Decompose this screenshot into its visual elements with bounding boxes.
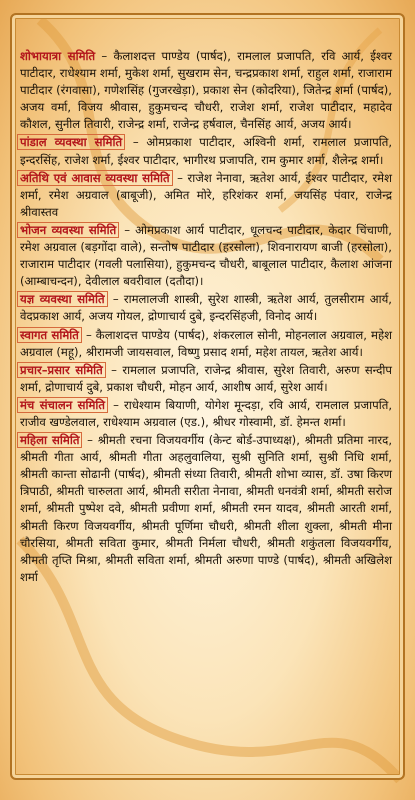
committee-section-guest [20,170,392,221]
committee-section-women [20,432,392,586]
section-members: – ओमप्रकाश पाटीदार, अश्विनी शर्मा, रामलाल प्रजापति, इन्दरसिंह, राजेश शर्मा, ईश्वर पाटीदार, भागीरथ प्रजापति, राम कुमार शर्मा, शैलेन्द्र शर्मा। [20,135,392,167]
committee-list [20,48,392,587]
section-members: – रामलाल प्रजापति, राजेन्द्र श्रीवास, सुरेश तिवारी, अरुण सन्दीप शर्मा, द्रोणाचार्य दुबे, प्रकाश चौधरी, मोहन आर्य, आशीष आर्य, सुरेश आर्य। [20,362,392,394]
committee-section-stage [20,397,392,431]
committee-section-food [20,222,392,290]
committee-section-welcome [20,327,392,361]
section-members: – राजेश नेनावा, ऋतेश आर्य, ईश्वर पाटीदार, रमेश शर्मा, रमेश अग्रवाल (बाबूजी), अमित मोरे, हरिशंकर शर्मा, जयसिंह पंवार, राजेन्द्र श्रीवास्तव [20,170,392,219]
section-heading: स्वागत समिति [17,327,82,343]
section-heading: शोभायात्रा समिति [20,49,96,63]
section-members: – राधेश्याम बियाणी, योगेश मून्दड़ा, रवि आर्य, रामलाल प्रजापति, राजीव खण्डेलवाल, राधेश्याम अग्रवाल (एड.), श्रीधर गोस्वामी, डॉ. हेमन्त शर्मा। [20,397,393,429]
section-members: – कैलाशदत्त पाण्डेय (पार्षद), रामलाल प्रजापति, रवि आर्य, ईश्वर पाटीदार, राधेश्याम शर्मा, मुकेश शर्मा, सुखराम सेन, चन्द्रप्रकाश शर्मा, राहुल शर्मा, राजाराम पाटीदार (रंगवासा), गणेशसिंह (गुजरखेड़ा), प्रकाश सेन (कोदरिया), जितेन्द्र शर्मा (पार्षद), अजय वर्मा, विजय श्रीवास, हुकुमचन्द चौधरी, राजेश शर्मा, राजेश पाटीदार, महादेव कौशल, सुनील तिवारी, राजेन्द्र शर्मा, राजेन्द्र हर्षवाल, चैनसिंह आर्य, अजय आर्य। [20,49,393,132]
section-heading: भोजन व्यवस्था समिति [17,222,119,238]
section-members: – ओमप्रकाश आर्य पाटीदार, धूलचन्द पाटीदार, केदार चिंचाणी, रमेश अग्रवाल (बड़गोंदा वाले), सन्तोष पाटीदार (हरसोला), शिवनारायण बाजी (हरसोला), राजाराम पाटीदार (गवली पलासिया), हुकुमचन्द चौधरी, बाबूलाल पाटीदार, कैलाश आंजना (आम्बाचन्दन), देवीलाल बवरीवाल (दतौदा)। [20,222,392,289]
section-heading: अतिथि एवं आवास व्यवस्था समिति [17,170,173,186]
section-heading: यज्ञ व्यवस्था समिति [17,291,108,307]
section-members: – श्रीमती रचना विजयवर्गीय (केन्ट बोर्ड-उपाध्यक्ष), श्रीमती प्रतिमा नारद, श्रीमती गीता आर्य, श्रीमती गीता अहलुवालिया, सुश्री सुनिति शर्मा, सुश्री निधि शर्मा, श्रीमती कान्ता सोढानी (पार्षद), श्रीमती संध्या तिवारी, श्रीमती शोभा व्यास, डॉ. उषा किरण त्रिपाठी, श्रीमती चारुलता आर्य, श्रीमती सरीता नेनावा, श्रीमती धनवंत्री शर्मा, श्रीमती सरोज शर्मा, श्रीमती पुष्पेश दवे, श्रीमती प्रवीणा शर्मा, श्रीमती रमन यादव, श्रीमती आरती शर्मा, श्रीमती किरण विजयवर्गीय, श्रीमती पूर्णिमा चौधरी, श्रीमती शीला शुक्ला, श्रीमती मीना चौरसिया, श्रीमती सविता कुमार, श्रीमती निर्मला चौधरी, श्रीमती शकुंतला विजयवर्गीय, श्रीमती तृप्ति मिश्रा, श्रीमती सविता शर्मा, श्रीमती अरुणा पाण्डे (पार्षद), श्रीमती अखिलेश शर्मा [20,433,393,584]
section-heading: महिला समिति [17,432,82,448]
committee-section-publicity [20,362,392,396]
committee-section-shobhayatra [20,48,392,133]
committee-section-pandal [20,134,392,168]
section-members: – रामलालजी शास्त्री, सुरेश शास्त्री, ऋतेश आर्य, तुलसीराम आर्य, वेदप्रकाश आर्य, अजय गोयल, द्रोणाचार्य दुबे, इन्दरसिंहजी, विनोद आर्य। [20,292,392,324]
section-heading: मंच संचालन समिति [17,397,108,413]
section-members: – कैलाशदत्त पाण्डेय (पार्षद), शंकरलाल सोनी, मोहनलाल अग्रवाल, महेश अग्रवाल (महू), श्रीरामजी जायसवाल, विष्णु प्रसाद शर्मा, महेश तायल, ऋतेश आर्य। [20,327,392,359]
section-heading: पांडाल व्यवस्था समिति [17,134,125,150]
section-heading: प्रचार–प्रसार समिति [17,362,106,378]
committee-section-yagya [20,291,392,325]
